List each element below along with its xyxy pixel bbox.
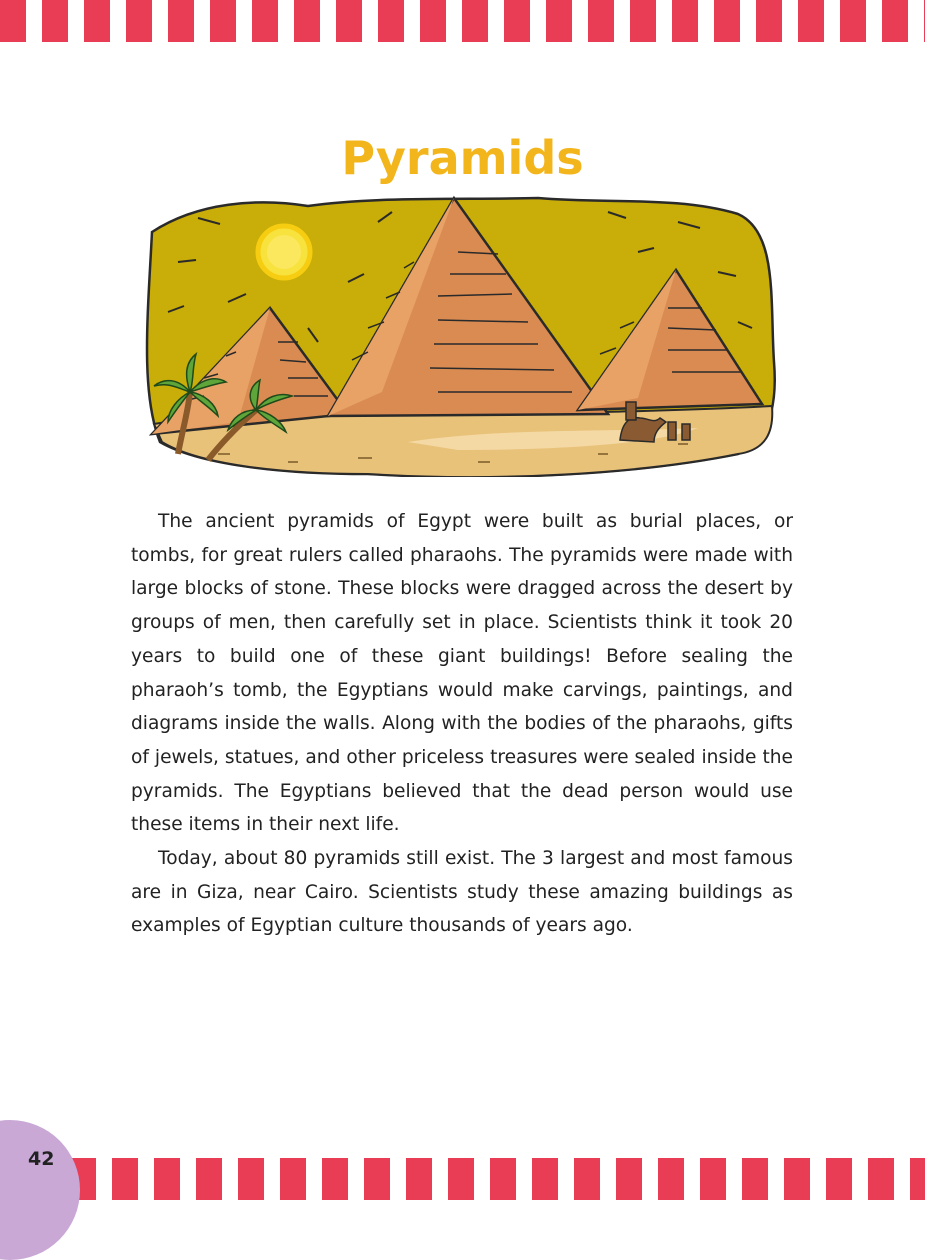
bottom-border-stripes	[70, 1158, 925, 1200]
body-text	[131, 505, 793, 943]
page-number-badge	[0, 1120, 80, 1260]
page-number: 42	[28, 1148, 55, 1170]
page-title: Pyramids	[341, 130, 584, 185]
paragraph: The ancient pyramids of Egypt were built as burial places, or tombs, for great rulers called pharaohs. The pyramids were made with large blocks of stone. These blocks were dragged across the desert by groups of men, then carefully set in place. Scientists think it took 20 years to build one of these giant buildings! Before sealing the pharaoh’s tomb, the Egyptians would make carvings, paintings, and diagrams inside the walls. Along with the bodies of the pharaohs, gifts of jewels, statues, and other priceless treasures were sealed inside the pyramids. The Egyptians believed that the dead person would use these items in their next life.	[131, 511, 793, 836]
paragraph: Today, about 80 pyramids still exist. The 3 largest and most famous are in Giza, near Cairo. Scientists study these amazing buildings as examples of Egyptian culture thousands of years ago.	[131, 848, 793, 937]
top-border-stripes	[0, 0, 925, 42]
pyramids-illustration	[138, 192, 778, 477]
